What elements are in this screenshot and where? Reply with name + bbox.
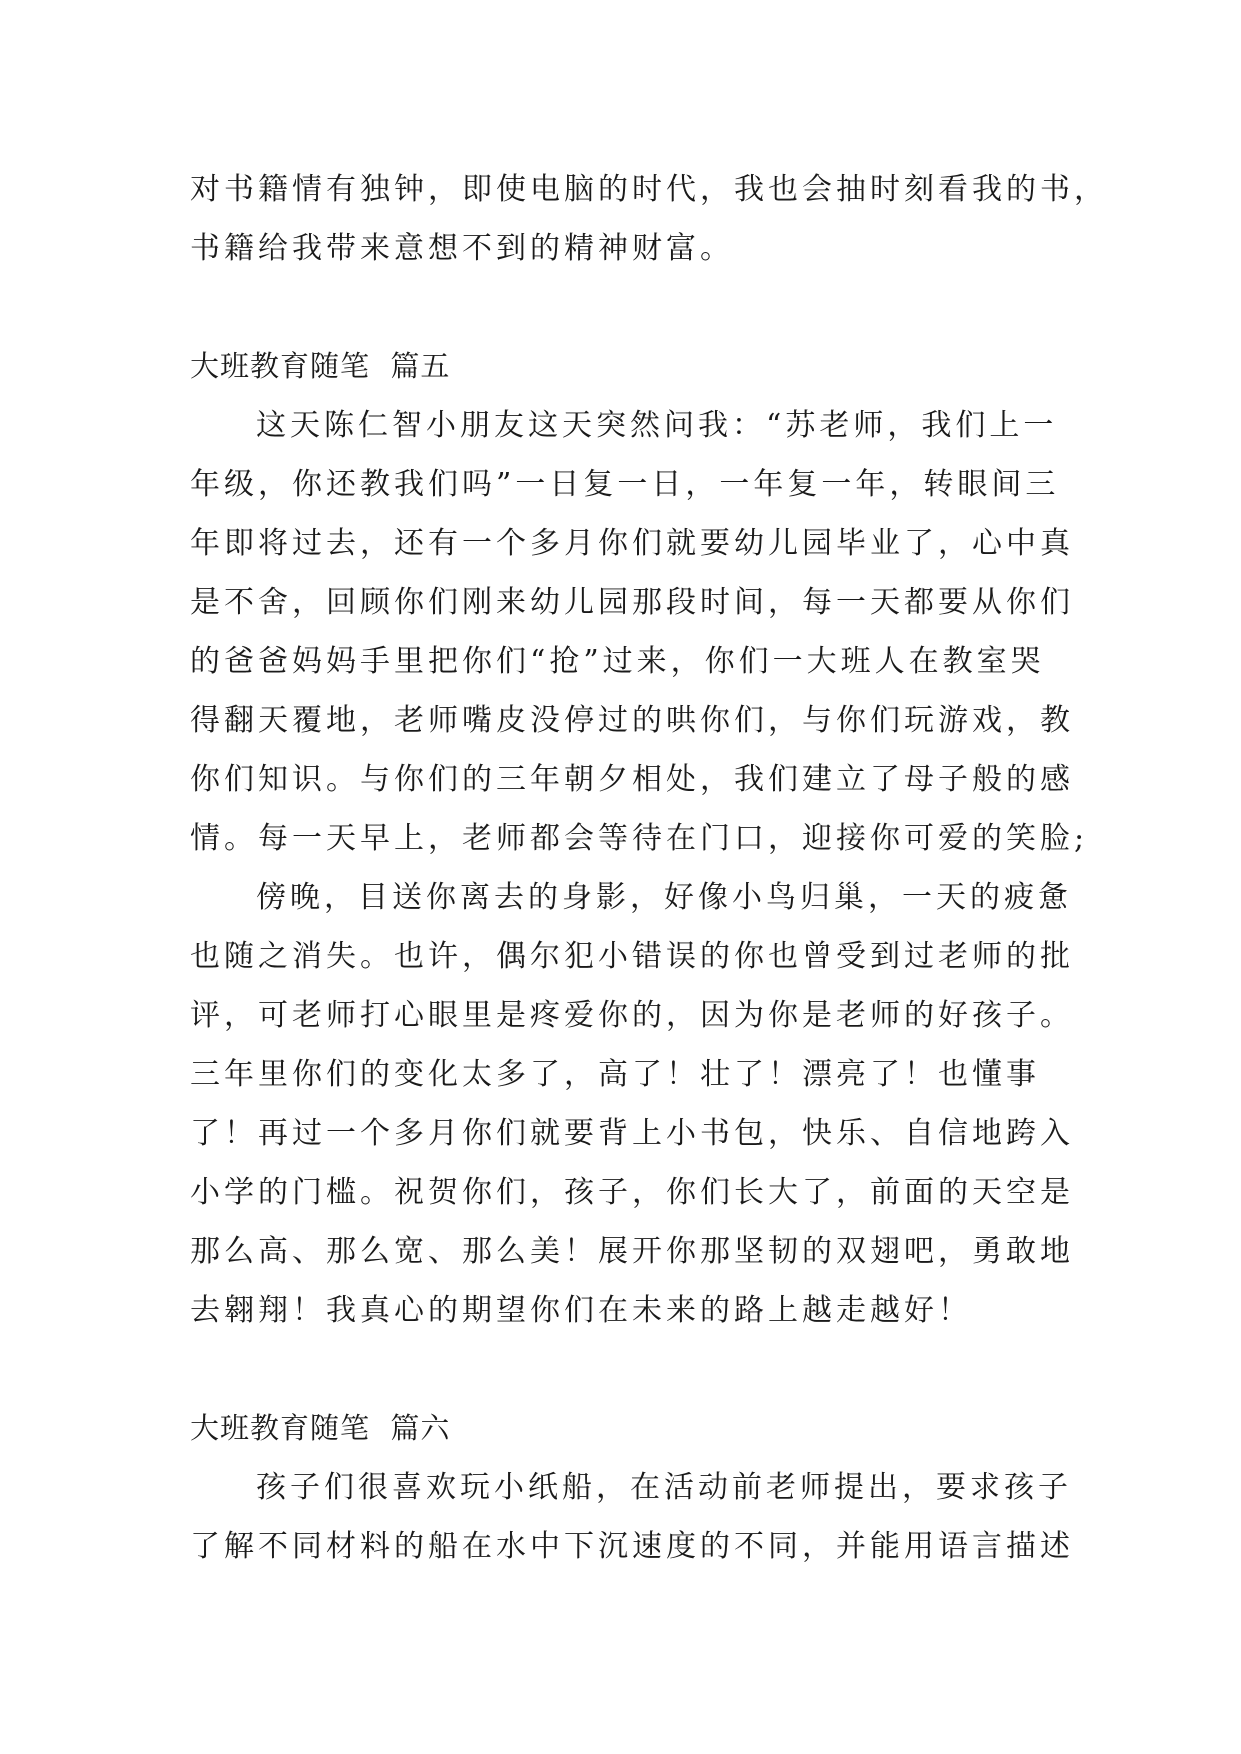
paragraph-line: 对书籍情有独钟，即使电脑的时代，我也会抽时刻看我的书， bbox=[190, 172, 1108, 207]
paragraph-line: 的爸爸妈妈手里把你们“抢”过来，你们一大班人在教室哭 bbox=[190, 644, 1045, 679]
section-heading-5: 大班教育随笔 篇五 bbox=[190, 349, 451, 383]
paragraph-line: 了！再过一个多月你们就要背上小书包，快乐、自信地跨入 bbox=[190, 1116, 1074, 1151]
paragraph-line: 那么高、那么宽、那么美！展开你那坚韧的双翅吧，勇敢地 bbox=[190, 1234, 1074, 1269]
paragraph-line: 傍晚，目送你离去的身影，好像小鸟归巢，一天的疲惫 bbox=[256, 880, 1072, 915]
document-body bbox=[190, 160, 1108, 1576]
paragraph-line: 孩子们很喜欢玩小纸船，在活动前老师提出，要求孩子 bbox=[256, 1470, 1072, 1505]
paragraph-line: 书籍给我带来意想不到的精神财富。 bbox=[190, 231, 734, 266]
paragraph-line: 你们知识。与你们的三年朝夕相处，我们建立了母子般的感 bbox=[190, 762, 1074, 797]
paragraph-line: 年级，你还教我们吗”一日复一日，一年复一年，转眼间三 bbox=[190, 467, 1060, 502]
paragraph-gap bbox=[190, 278, 1052, 337]
paragraph-line: 也随之消失。也许，偶尔犯小错误的你也曾受到过老师的批 bbox=[190, 939, 1074, 974]
paragraph-line: 年即将过去，还有一个多月你们就要幼儿园毕业了，心中真 bbox=[190, 526, 1074, 561]
paragraph-gap bbox=[190, 1340, 1052, 1399]
paragraph-line: 去翱翔！我真心的期望你们在未来的路上越走越好！ bbox=[190, 1293, 972, 1328]
paragraph-line: 小学的门槛。祝贺你们，孩子，你们长大了，前面的天空是 bbox=[190, 1175, 1074, 1210]
section-heading-6: 大班教育随笔 篇六 bbox=[190, 1411, 451, 1445]
paragraph-line: 是不舍，回顾你们刚来幼儿园那段时间，每一天都要从你们 bbox=[190, 585, 1074, 620]
paragraph-line: 这天陈仁智小朋友这天突然问我：“苏老师，我们上一 bbox=[256, 408, 1058, 443]
paragraph-line: 情。每一天早上，老师都会等待在门口，迎接你可爱的笑脸; bbox=[190, 821, 1089, 856]
paragraph-line: 得翻天覆地，老师嘴皮没停过的哄你们，与你们玩游戏，教 bbox=[190, 703, 1074, 738]
paragraph-line: 了解不同材料的船在水中下沉速度的不同，并能用语言描述 bbox=[190, 1529, 1074, 1564]
paragraph-line: 三年里你们的变化太多了，高了！壮了！漂亮了！也懂事 bbox=[190, 1057, 1040, 1092]
paragraph-line: 评，可老师打心眼里是疼爱你的，因为你是老师的好孩子。 bbox=[190, 998, 1074, 1033]
